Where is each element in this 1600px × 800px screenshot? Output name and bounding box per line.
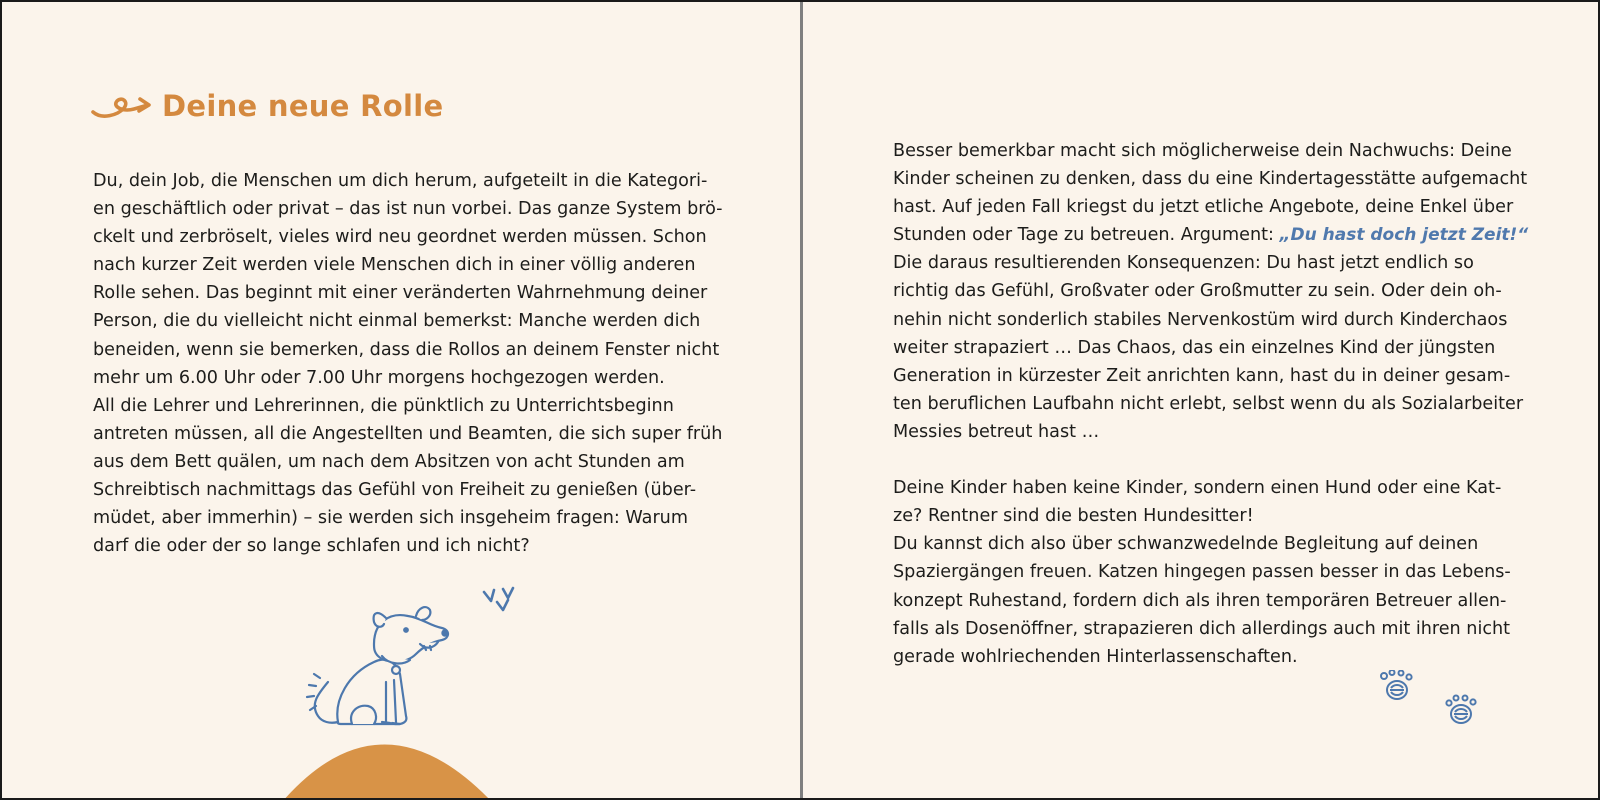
swirl-arrow-icon (90, 88, 154, 124)
text-line-with-quote (893, 221, 1528, 249)
paw-prints-illustration (1377, 670, 1482, 730)
text-line: ckelt und zerbröselt, vieles wird neu geordnet werden müssen. Schon (93, 227, 707, 248)
text-line: Spaziergängen freuen. Katzen hingegen passen besser in das Lebens- (893, 562, 1511, 583)
text-line: Rolle sehen. Das beginnt mit einer veränderten Wahrnehmung deiner (93, 283, 708, 304)
text-line: weiter strapaziert … Das Chaos, das ein einzelnes Kind der jüngsten (893, 337, 1496, 358)
text-line-prefix: Stunden oder Tage zu betreuen. Argument: (893, 225, 1280, 246)
text-line: konzept Ruhestand, fordern dich als ihren temporären Betreuer allen- (893, 590, 1507, 611)
dog-on-hill-illustration (282, 582, 522, 800)
text-line: gerade wohlriechenden Hinterlassenschaften. (893, 646, 1298, 667)
hearts-icon (484, 588, 513, 610)
text-line: Du kannst dich also über schwanzwedelnde Begleitung auf deinen (893, 534, 1479, 555)
text-line: darf die oder der so lange schlafen und ich nicht? (93, 536, 530, 557)
section-heading: Deine neue Rolle (162, 89, 444, 123)
text-line: Besser bemerkbar macht sich möglicherweise dein Nachwuchs: Deine (893, 141, 1512, 161)
text-line: Die daraus resultierenden Konsequenzen: Du hast jetzt endlich so (893, 253, 1474, 274)
text-line: Deine Kinder haben keine Kinder, sondern einen Hund oder eine Kat- (893, 478, 1502, 499)
dog-icon (307, 607, 448, 724)
paragraph-spacer (893, 446, 1528, 474)
text-line: Messies betreut hast … (893, 421, 1100, 442)
left-body-text (93, 167, 723, 560)
text-line: All die Lehrer und Lehrerinnen, die pünktlich zu Unterrichtsbeginn (93, 395, 674, 416)
paw-print-icon (1446, 696, 1475, 724)
text-line: ze? Rentner sind die besten Hundesitter! (893, 506, 1254, 527)
text-line: nach kurzer Zeit werden viele Menschen dich in einer völlig anderen (93, 255, 696, 276)
text-line: nehin nicht sonderlich stabiles Nervenkostüm wird durch Kinderchaos (893, 309, 1508, 330)
left-page (2, 2, 800, 800)
text-line: Kinder scheinen zu denken, dass du eine Kindertagesstätte aufgemacht (893, 169, 1528, 190)
text-line: mehr um 6.00 Uhr oder 7.00 Uhr morgens hochgezogen werden. (93, 367, 665, 388)
text-line: Schreibtisch nachmittags das Gefühl von Freiheit zu genießen (über- (93, 480, 697, 501)
highlighted-quote: „Du hast doch jetzt Zeit!“ (1279, 225, 1529, 246)
text-line: aus dem Bett quälen, um nach dem Absitzen von acht Stunden am (93, 451, 685, 472)
text-line: en geschäftlich oder privat – das ist nun vorbei. Das ganze System brö- (93, 199, 723, 220)
heading-row (90, 88, 443, 124)
text-line: falls als Dosenöffner, strapazieren dich allerdings auch mit ihren nicht (893, 618, 1511, 639)
text-line: ten beruflichen Laufbahn nicht erlebt, selbst wenn du als Sozialarbeiter (893, 393, 1524, 414)
text-line: Du, dein Job, die Menschen um dich herum, aufgeteilt in die Kategori- (93, 171, 708, 191)
text-line: Person, die du vielleicht nicht einmal bemerkst: Manche werden dich (93, 311, 701, 332)
text-line: müdet, aber immerhin) – sie werden sich insgeheim fragen: Warum (93, 508, 688, 529)
paw-print-icon (1381, 670, 1412, 699)
hill-shape (282, 745, 492, 800)
text-line: hast. Auf jeden Fall kriegst du jetzt etliche Angebote, deine Enkel über (893, 197, 1514, 218)
right-body-text (893, 137, 1528, 671)
text-line: richtig das Gefühl, Großvater oder Großmutter zu sein. Oder dein oh- (893, 281, 1502, 302)
text-line: beneiden, wenn sie bemerken, dass die Rollos an deinem Fenster nicht (93, 339, 720, 360)
text-line: antreten müssen, all die Angestellten und Beamten, die sich super früh (93, 423, 723, 444)
text-line: Generation in kürzester Zeit anrichten kann, hast du in deiner gesam- (893, 365, 1511, 386)
